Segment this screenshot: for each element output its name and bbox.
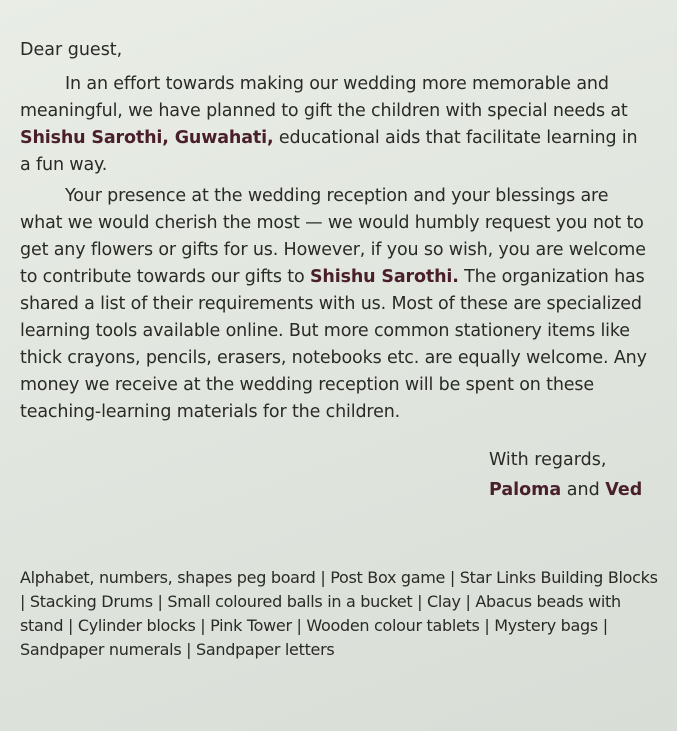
requirements-list: Alphabet, numbers, shapes peg board | Post Box game | Star Links Building Blocks | Stacking Drums | Small coloured balls in a bucket | Clay | Abacus beads with stand | Cylinder blocks | Pink Tower | Wooden colour tablets | Mystery bags | Sandpaper numerals | Sandpaper letters [20,568,658,659]
signature-name-1: Paloma [489,480,562,500]
organization-name: Shishu Sarothi. [309,267,459,287]
paragraph-gift-plan-text-1: In an effort towards making our wedding more memorable and meaningful, we have planned to gift the children with special needs at [20,74,628,121]
closing-line: With regards, [489,450,607,470]
paragraph-gift-plan [20,71,650,179]
signature [489,480,642,500]
signature-name-2: Ved [605,480,643,500]
paragraph-request-text-2: The organization has shared a list of their requirements with us. Most of these are specialized learning tools available online. But more common stationery items like thick crayons, pencils, erasers, notebooks etc. are equally welcome. Any money we receive at the wedding reception will be spent on these teaching-learning materials for the children. [20,267,647,422]
paragraph-request [20,183,650,426]
greeting: Dear guest, [20,40,123,60]
paragraph-gift-plan-text-2: educational aids that facilitate learning in a fun way. [20,128,638,175]
paragraph-request-text-1: Your presence at the wedding reception and your blessings are what we would cherish the most — we would humbly request you not to get any flowers or gifts for us. However, if you so wish, you are welcome to contribute towards our gifts to [20,186,646,287]
organization-name-location: Shishu Sarothi, Guwahati, [20,128,274,148]
signature-joiner: and [561,480,606,500]
